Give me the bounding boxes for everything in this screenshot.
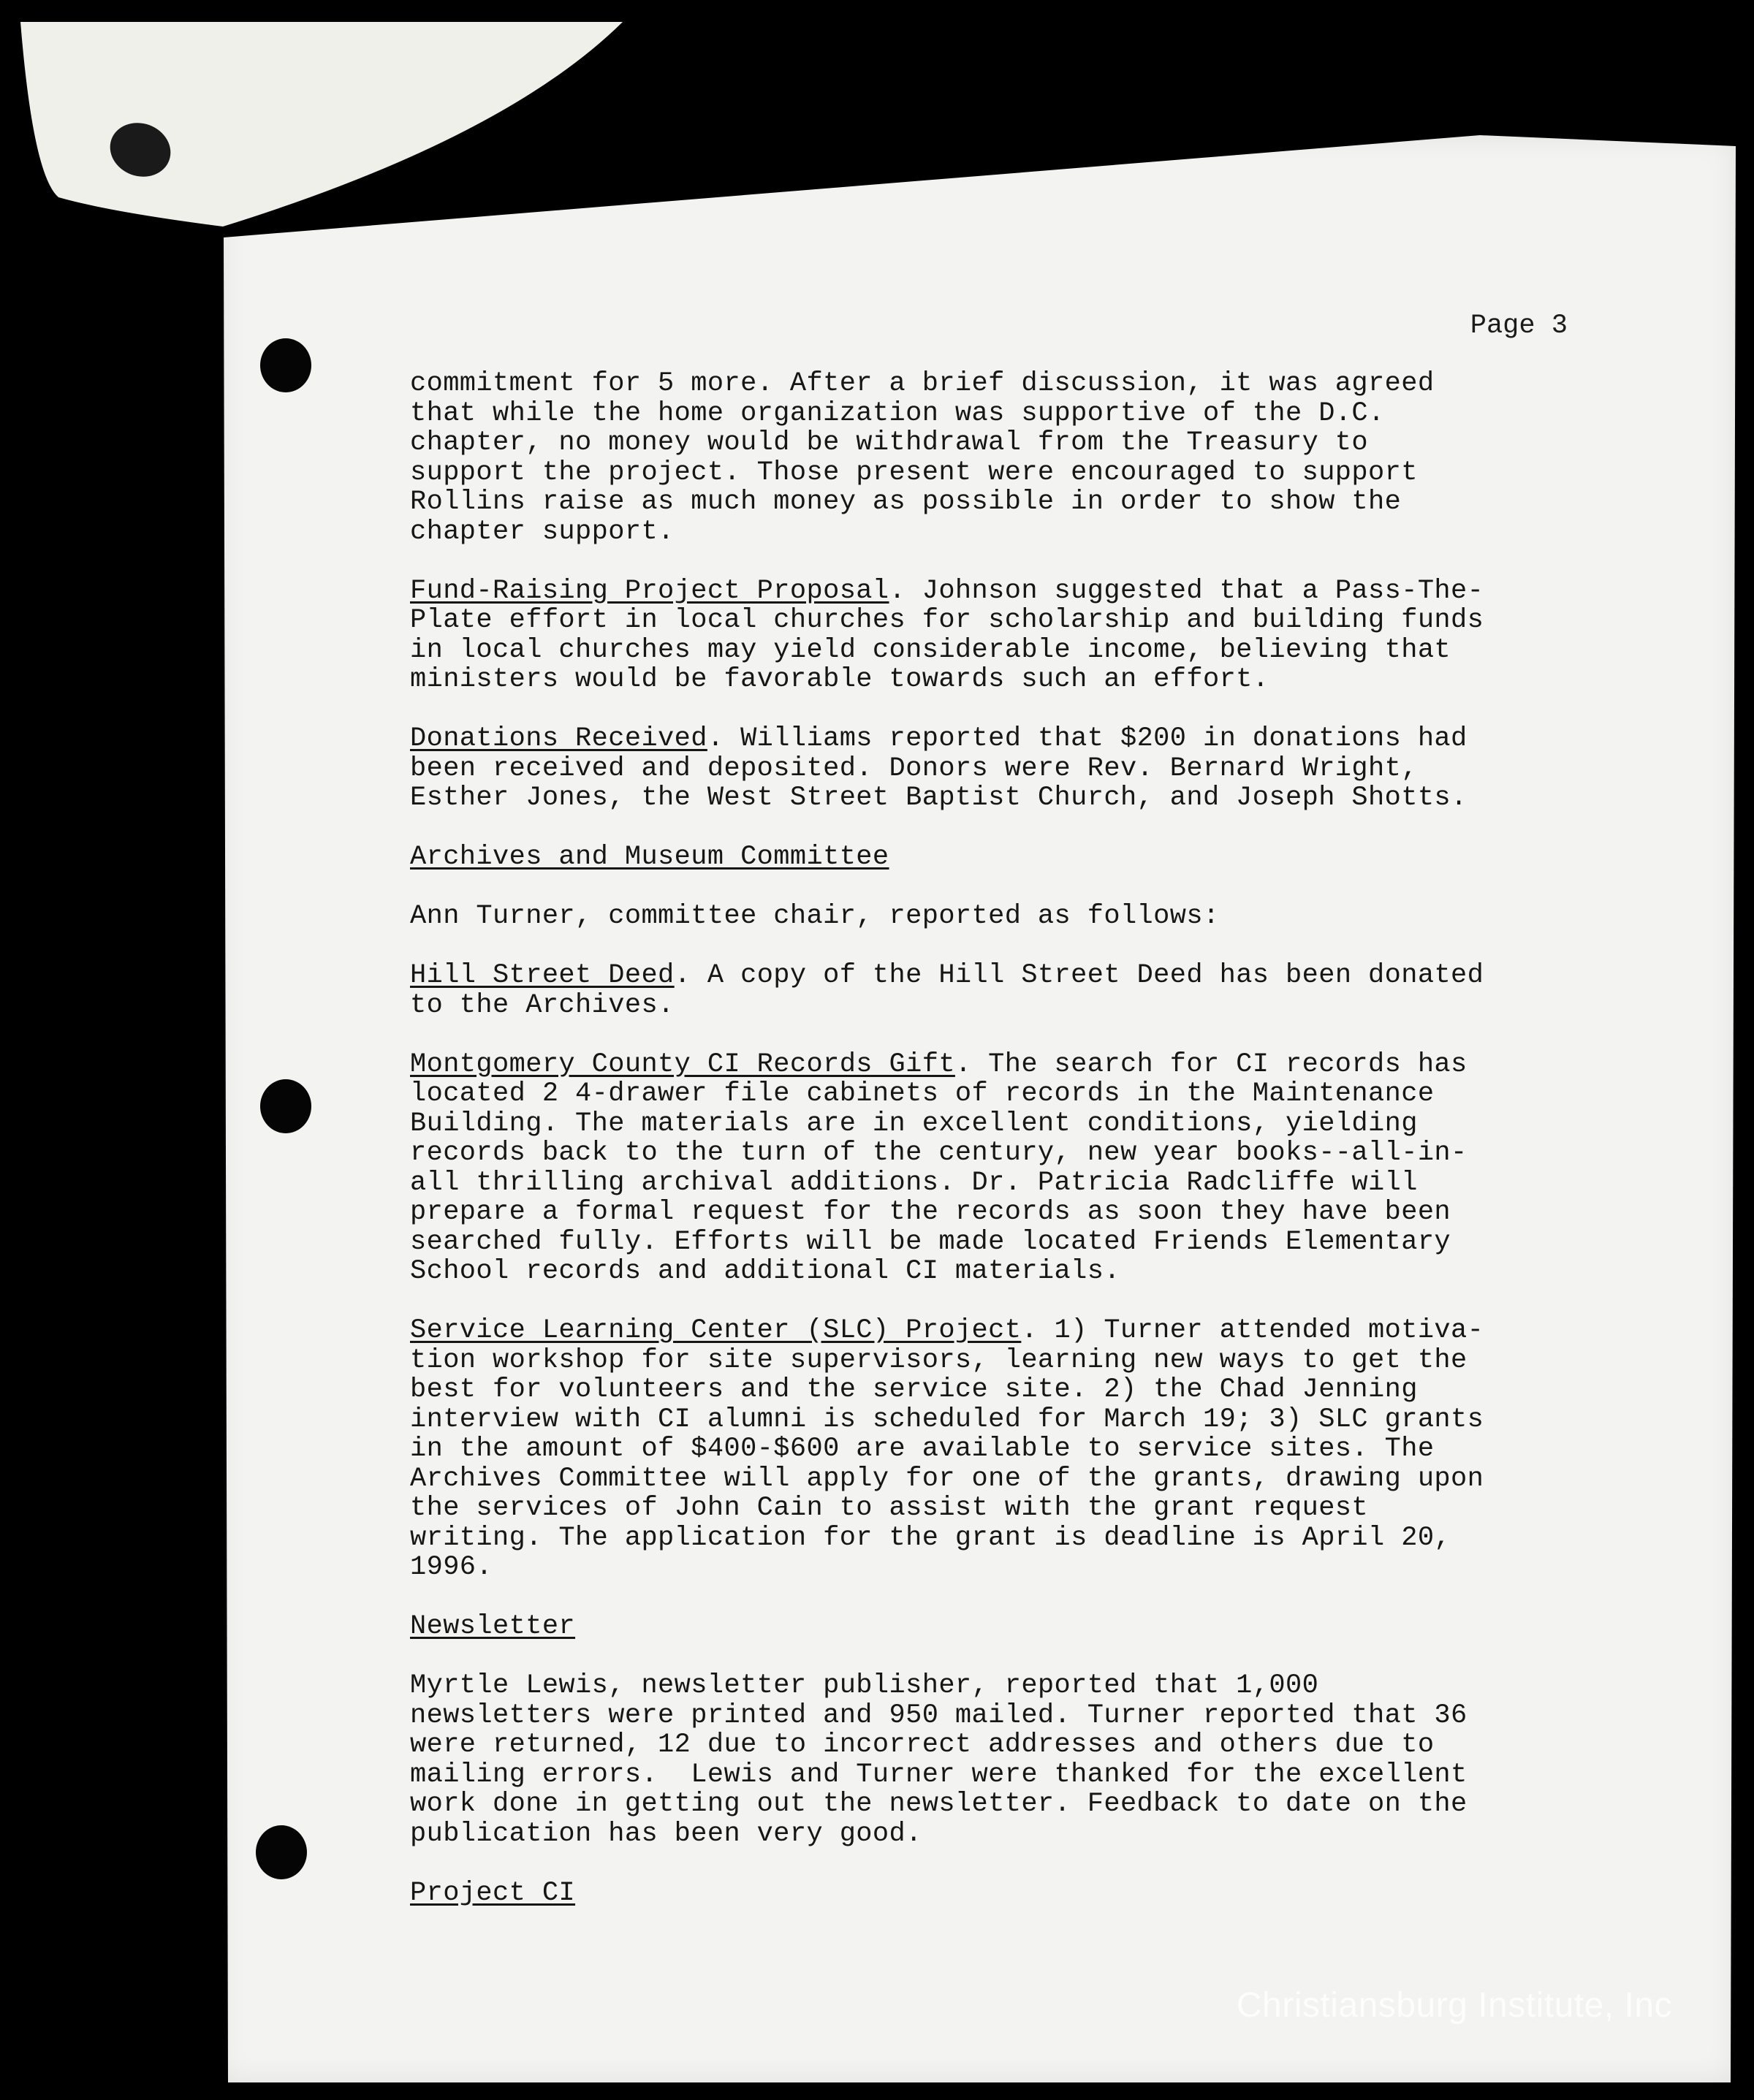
- page-number: Page 3: [1470, 311, 1568, 341]
- document-body: [410, 369, 1652, 1938]
- section-heading-fund-raising: Fund-Raising Project Proposal: [410, 575, 889, 606]
- paragraph-text: . A copy of the Hill Street Deed has been donated to the Archives.: [410, 960, 1484, 1021]
- binder-hole-middle: [260, 1079, 311, 1133]
- paragraph-text: . 1) Turner attended motiva- tion workshop for site supervisors, learning new ways to get the best for volunteers and the service site. 2) the Chad Jenning interview with CI alumni is scheduled for March 19; 3) SLC grants in the amount of $400-$600 are available to service sites. The Archives Committee will apply for one of the grants, drawing upon the services of John Cain to assist with the grant request writing. The application for the grant is deadline is April 20, 1996.: [410, 1315, 1484, 1583]
- section-heading-slc-project: Service Learning Center (SLC) Project: [410, 1315, 1022, 1346]
- section-heading-hill-street: Hill Street Deed: [410, 960, 675, 991]
- paragraph-chapter-support: [410, 369, 1652, 547]
- section-heading-records-gift: Montgomery County CI Records Gift: [410, 1049, 955, 1080]
- paragraph-records-gift: [410, 1050, 1652, 1287]
- paragraph-ann-turner: [410, 902, 1652, 932]
- paragraph-text: commitment for 5 more. After a brief discussion, it was agreed that while the home organization was supportive of the D.C. chapter, no money would be withdrawal from the Treasury to support the project. Those present were encouraged to support Rollins raise as much money as possible in order to show the chapter support.: [410, 368, 1435, 547]
- paragraph-text: . Johnson suggested that a Pass-The- Plate effort in local churches for scholarship and building funds in local churches may yield considerable income, believing that ministers would be favorable towards such an effort.: [410, 575, 1484, 695]
- binder-hole-top: [260, 338, 311, 392]
- paragraph-slc-project: [410, 1316, 1652, 1583]
- paragraph-project-ci-heading: [410, 1879, 1652, 1909]
- binder-hole-bottom: [256, 1825, 307, 1879]
- paragraph-text: Ann Turner, committee chair, reported as follows:: [410, 901, 1220, 932]
- section-heading-donations: Donations Received: [410, 723, 707, 754]
- folded-corner-flap: [20, 22, 623, 227]
- paragraph-newsletter: [410, 1671, 1652, 1849]
- paragraph-archives-heading: [410, 842, 1652, 872]
- paragraph-text: Myrtle Lewis, newsletter publisher, reported that 1,000 newsletters were printed and 950 mailed. Turner reported that 36 were returned, 12 due to incorrect addresses and others due to mailing errors. Lewis and Turner were thanked for the excellent work done in getting out the newsletter. Feedback to date on the publication has been very good.: [410, 1670, 1468, 1849]
- watermark: Christiansburg Institute, Inc: [1236, 1986, 1672, 2025]
- paragraph-text: . Williams reported that $200 in donations had been received and deposited. Donors were Rev. Bernard Wright, Esther Jones, the West Street Baptist Church, and Joseph Shotts.: [410, 723, 1468, 813]
- section-heading-project-ci: Project CI: [410, 1877, 576, 1909]
- paragraph-newsletter-heading: [410, 1612, 1652, 1642]
- section-heading-archives: Archives and Museum Committee: [410, 842, 889, 872]
- paragraph-fund-raising: [410, 577, 1652, 695]
- paragraph-donations: [410, 724, 1652, 813]
- paragraph-text: . The search for CI records has located 2 4-drawer file cabinets of records in the Maintenance Building. The materials are in excellent conditions, yielding records back to the turn of the century, new year books--all-in- all thrilling archival additions. Dr. Patricia Radcliffe will prepare a formal request for the records as soon they have been searched fully. Efforts will be made located Friends Elementary School records and additional CI materials.: [410, 1049, 1468, 1287]
- paragraph-hill-street: [410, 961, 1652, 1020]
- section-heading-newsletter: Newsletter: [410, 1611, 576, 1642]
